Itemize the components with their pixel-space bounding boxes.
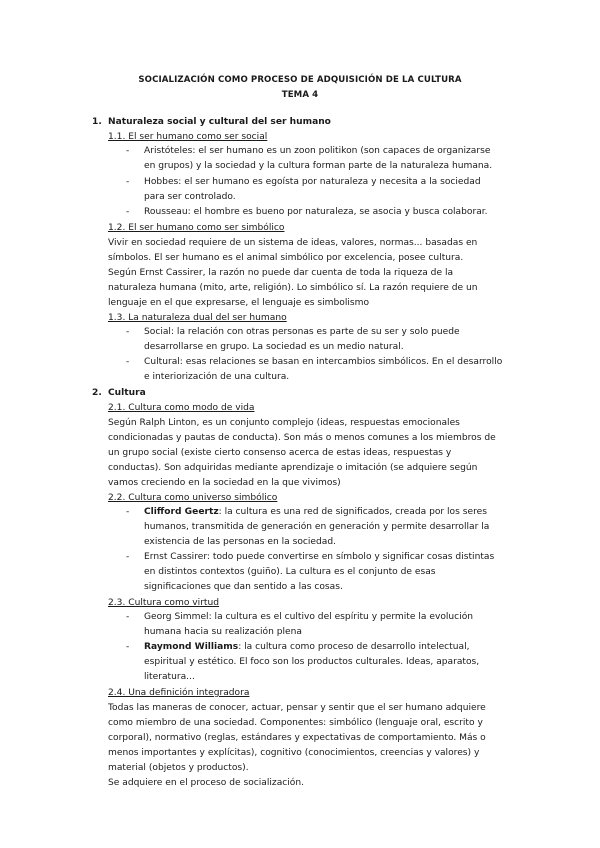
section-heading: Cultura: [108, 388, 146, 398]
bullet-text-rest: : la cultura es una red de significados, creada por los seres: [218, 507, 487, 517]
subsection-heading: 2.2. Cultura como universo simbólico: [108, 493, 278, 503]
bullet-text: significaciones que dan sentido a las cosas.: [144, 582, 343, 592]
paragraph-line: Según Ernst Cassirer, la razón no puede dar cuenta de toda la riqueza de la: [108, 268, 454, 278]
bullet-text: Social: la relación con otras personas es parte de su ser y solo puede: [144, 327, 460, 337]
bullet-text: existencia de las personas en la sociedad.: [144, 537, 337, 547]
bullet-text: Hobbes: el ser humano es egoísta por naturaleza y necesita a la sociedad: [144, 177, 481, 187]
subsection-heading: 2.1. Cultura como modo de vida: [108, 403, 255, 413]
bullet-text-rest: : la cultura como proceso de desarrollo intelectual,: [238, 642, 470, 652]
bullet-text: Ernst Cassirer: todo puede convertirse en símbolo y significar cosas distintas: [144, 552, 495, 562]
paragraph-line: condicionadas y pautas de conducta). Son más o menos comunes a los miembros de: [108, 433, 496, 443]
bullet-text: [144, 641, 470, 653]
bullet-dash: -: [126, 146, 130, 156]
paragraph-line: conductas). Son adquiridas mediante aprendizaje o imitación (se adquiere según: [108, 463, 478, 473]
author-name: Raymond Williams: [144, 642, 239, 652]
bullet-text: literatura...: [144, 672, 195, 682]
bullet-text: en distintos contextos (guiño). La cultura es el conjunto de esas: [144, 567, 436, 577]
document-title: SOCIALIZACIÓN COMO PROCESO DE ADQUISICIÓN DE LA CULTURA: [138, 75, 462, 85]
paragraph-line: símbolos. El ser humano es el animal simbólico por excelencia, posee cultura.: [108, 253, 464, 263]
bullet-dash: -: [126, 357, 130, 367]
subsection-heading: 1.1. El ser humano como ser social: [108, 132, 268, 142]
paragraph-line: Todas las maneras de conocer, actuar, pensar y sentir que el ser humano adquiere: [108, 703, 486, 713]
bullet-text: humanos, transmitida de generación en generación y permite desarrollar la: [144, 522, 490, 532]
paragraph-line: lenguaje en el que expresarse, el lenguaje es simbolismo: [108, 298, 370, 308]
paragraph-line: menos importantes y explícitas), cognitivo (conocimientos, creencias y valores) y: [108, 748, 480, 758]
bullet-text: e interiorización de una cultura.: [144, 372, 290, 382]
paragraph-line: naturaleza humana (mito, arte, religión). Lo simbólico sí. La razón requiere de un: [108, 283, 478, 293]
subsection-heading: 1.3. La naturaleza dual del ser humano: [108, 313, 287, 323]
bullet-text: [144, 506, 487, 518]
subsection-heading: 2.3. Cultura como virtud: [108, 598, 220, 608]
bullet-text: Cultural: esas relaciones se basan en intercambios simbólicos. En el desarrollo: [144, 357, 503, 367]
bullet-dash: -: [126, 552, 130, 562]
paragraph-line: Según Ralph Linton, es un conjunto complejo (ideas, respuestas emocionales: [108, 418, 460, 428]
bullet-text: para ser controlado.: [144, 192, 236, 202]
author-name: Clifford Geertz: [144, 507, 219, 517]
bullet-dash: -: [126, 642, 130, 652]
paragraph-line: material (objetos y productos).: [108, 763, 249, 773]
bullet-text: desarrollarse en grupo. La sociedad es un medio natural.: [144, 342, 404, 352]
bullet-text: Rousseau: el hombre es bueno por naturaleza, se asocia y busca colaborar.: [144, 207, 488, 217]
bullet-dash: -: [126, 327, 130, 337]
bullet-text: en grupos) y la sociedad y la cultura forman parte de la naturaleza humana.: [144, 161, 493, 171]
bullet-dash: -: [126, 612, 130, 622]
bullet-text: Georg Simmel: la cultura es el cultivo del espíritu y permite la evolución: [144, 612, 474, 622]
subsection-heading: 1.2. El ser humano como ser simbólico: [108, 223, 285, 233]
section-number: 2.: [92, 388, 102, 398]
subsection-heading: 2.4. Una definición integradora: [108, 688, 250, 698]
bullet-dash: -: [126, 507, 130, 517]
paragraph-line: como miembro de una sociedad. Componentes: simbólico (lenguaje oral, escrito y: [108, 718, 483, 728]
bullet-dash: -: [126, 177, 130, 187]
paragraph-line: vamos creciendo en la sociedad en la que vivimos): [108, 478, 341, 488]
bullet-text: humana hacia su realización plena: [144, 627, 302, 637]
paragraph-line: corporal), normativo (reglas, estándares y expectativas de comportamiento. Más o: [108, 733, 486, 743]
bullet-text: Aristóteles: el ser humano es un zoon politikon (son capaces de organizarse: [144, 146, 491, 156]
paragraph-line: un grupo social (existe cierto consenso acerca de estas ideas, respuestas y: [108, 448, 452, 458]
document-subtitle: TEMA 4: [281, 90, 319, 100]
bullet-text: espiritual y estético. El foco son los productos culturales. Ideas, aparatos,: [144, 657, 480, 667]
paragraph-line: Se adquiere en el proceso de socialización.: [108, 778, 305, 788]
section-heading: Naturaleza social y cultural del ser humano: [108, 117, 331, 127]
section-number: 1.: [92, 117, 102, 127]
bullet-dash: -: [126, 207, 130, 217]
paragraph-line: Vivir en sociedad requiere de un sistema de ideas, valores, normas... basadas en: [108, 238, 478, 248]
